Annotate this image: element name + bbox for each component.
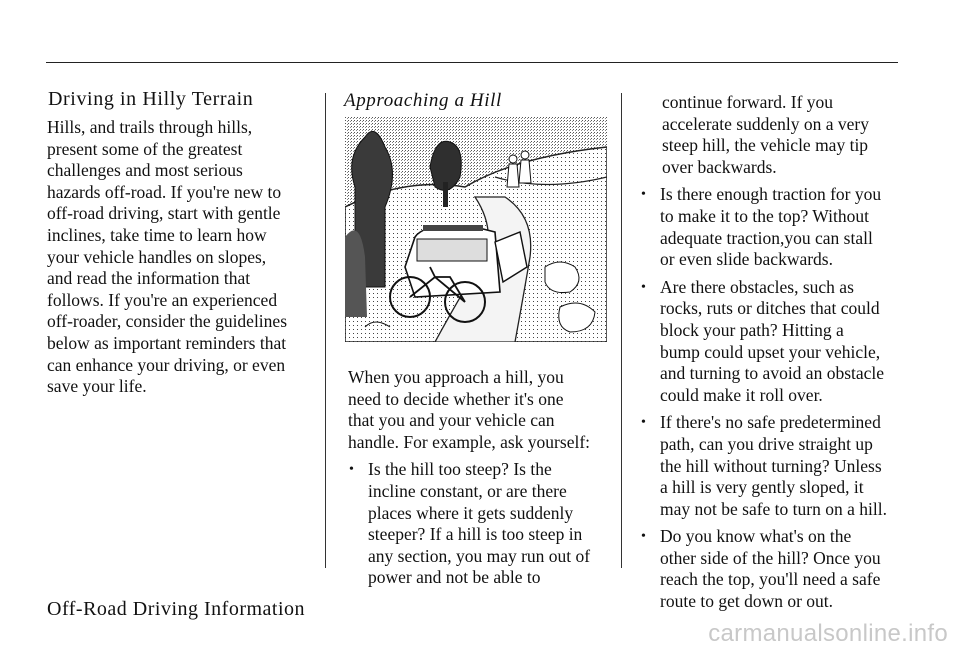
continued-paragraph: continue forward. If you accelerate suddenly on a very steep hill, the vehicle may tip over backwards. xyxy=(662,92,869,177)
hill-illustration xyxy=(345,117,607,342)
intro-paragraph: Hills, and trails through hills, present some of the greatest challenges and most serious hazards off-road. If you're new to off-road driving, start with gentle inclines, take time to learn how your vehicle handles on slopes, and read the information that follows. If you're an experienced off-roader, consider the guidelines below as important reminders that can enhance your driving, or even save your life. xyxy=(47,117,288,397)
top-rule xyxy=(46,62,898,63)
column2-body xyxy=(348,367,613,595)
watermark: carmanualsonline.info xyxy=(708,620,948,647)
list-item: • If there's no safe predetermined path, can you drive straight up the hill without turning? Unless a hill is very gently sloped, it may not be safe to turn on a hill. xyxy=(641,412,887,519)
hill-questions-list-a xyxy=(348,459,613,589)
bullet-icon: • xyxy=(641,415,646,431)
approach-paragraph: When you approach a hill, you need to decide whether it's one that you and your vehicle can handle. For example, ask yourself: xyxy=(348,367,591,452)
list-item: • Do you know what's on the other side of the hill? Once you reach the top, you'll need a safe route to get down or out. xyxy=(641,526,881,612)
bullet-icon: • xyxy=(641,187,646,203)
list-item: • Are there obstacles, such as rocks, ruts or ditches that could block your path? Hitting a bump could upset your vehicle, and turning to avoid an obstacle could make it roll over. xyxy=(641,276,885,405)
bullet-icon: • xyxy=(349,462,354,478)
bullet-icon: • xyxy=(641,279,646,295)
list-item: • Is the hill too steep? Is the incline constant, or are there places where it gets suddenly steeper? If a hill is too steep in any section, you may run out of power and not be able to xyxy=(349,459,591,588)
hill-questions-list-b xyxy=(640,184,912,612)
list-item: • Is there enough traction for you to make it to the top? Without adequate traction,you can stall or even slide backwards. xyxy=(641,184,882,270)
column-divider-left xyxy=(325,93,326,568)
page-footer: Off-Road Driving Information xyxy=(47,598,306,620)
subsection-heading: Approaching a Hill xyxy=(344,90,502,111)
bullet-icon: • xyxy=(641,529,646,545)
section-heading: Driving in Hilly Terrain xyxy=(48,88,254,110)
column3-body xyxy=(640,92,912,619)
column-divider-right xyxy=(621,93,622,568)
